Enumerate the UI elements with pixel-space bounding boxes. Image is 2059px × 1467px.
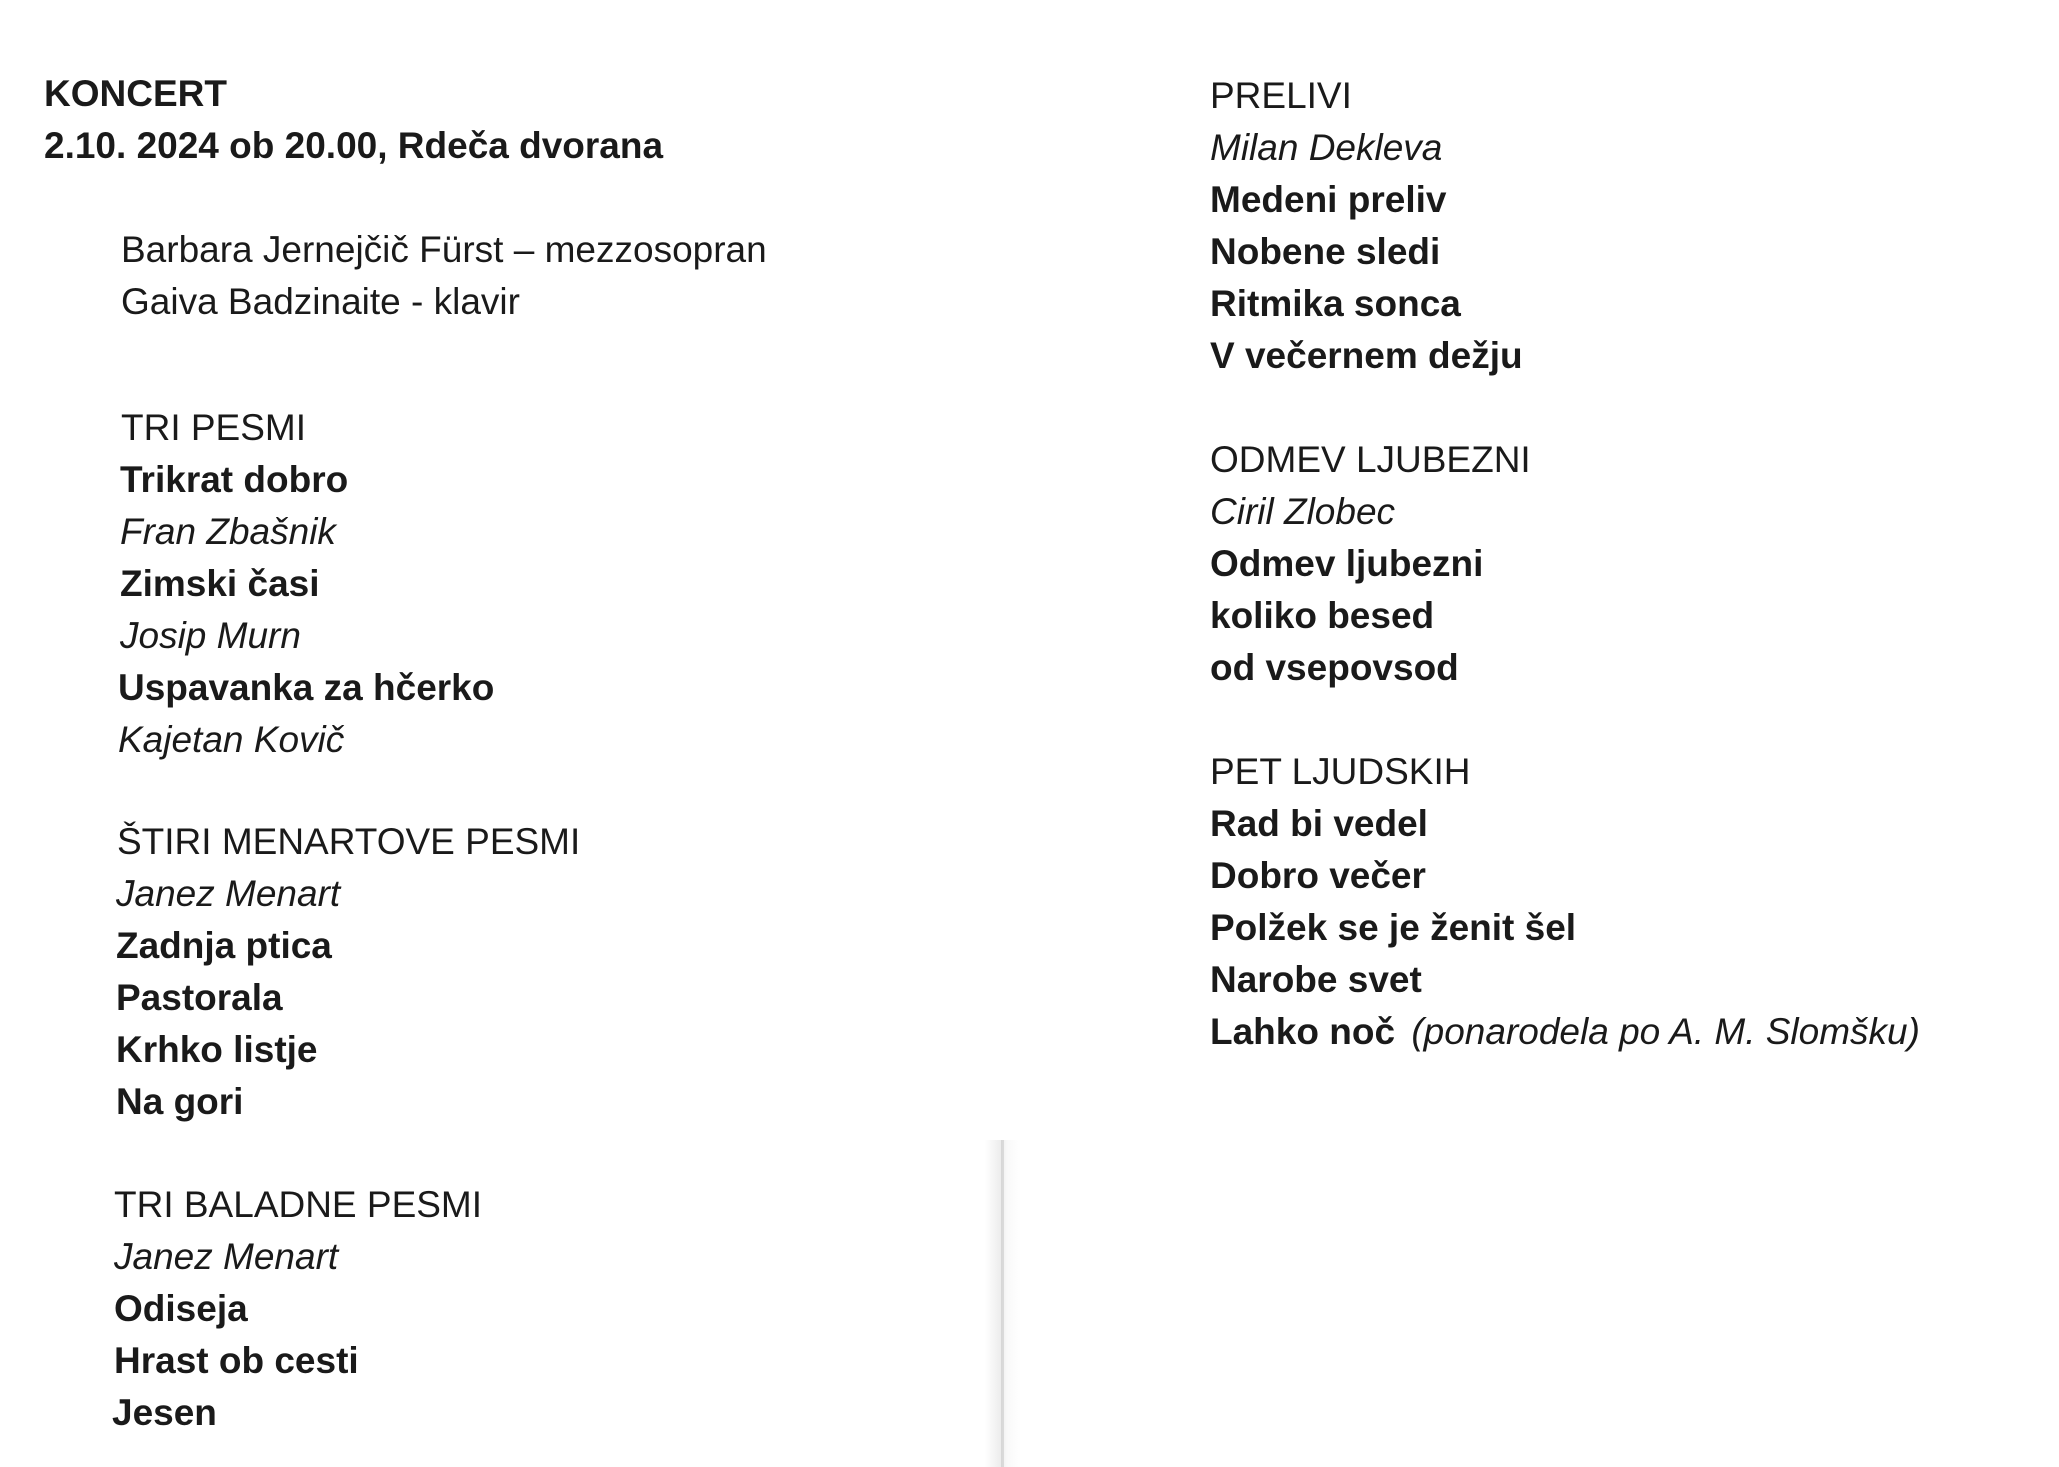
song-title: Nobene sledi <box>1210 231 1441 272</box>
poet-name: Fran Zbašnik <box>120 511 336 552</box>
poet-name: Josip Murn <box>120 615 301 656</box>
song-title: Rad bi vedel <box>1210 803 1428 844</box>
song-title: Jesen <box>112 1392 217 1433</box>
song-note: (ponarodela po A. M. Slomšku) <box>1411 1011 1920 1052</box>
song-title: Polžek se je ženit šel <box>1210 907 1577 948</box>
song-title: Krhko listje <box>116 1029 318 1070</box>
song-title: Ritmika sonca <box>1210 283 1461 324</box>
cycle-heading-prelivi: PRELIVI <box>1210 75 1352 116</box>
song-line-lahko-noc <box>1210 1010 1920 1054</box>
performer-pianist: Gaiva Badzinaite - klavir <box>121 281 520 322</box>
date-venue: 2.10. 2024 ob 20.00, Rdeča dvorana <box>44 125 664 166</box>
paper-fold-shadow <box>985 1140 1021 1467</box>
cycle-heading-tri-pesmi: TRI PESMI <box>121 407 307 448</box>
song-title: Hrast ob cesti <box>114 1340 359 1381</box>
song-title: koliko besed <box>1210 595 1435 636</box>
song-title: od vsepovsod <box>1210 647 1459 688</box>
song-title: Dobro večer <box>1210 855 1426 896</box>
song-title: Na gori <box>116 1081 244 1122</box>
song-title: Pastorala <box>116 977 283 1018</box>
song-title: Trikrat dobro <box>120 459 349 500</box>
song-title: Uspavanka za hčerko <box>118 667 495 708</box>
song-title: Odmev ljubezni <box>1210 543 1484 584</box>
poet-name: Milan Dekleva <box>1210 127 1443 168</box>
song-title: Odiseja <box>114 1288 248 1329</box>
cycle-heading-pet-ljudskih: PET LJUDSKIH <box>1210 751 1471 792</box>
performer-singer: Barbara Jernejčič Fürst – mezzosopran <box>121 229 767 270</box>
song-title: Lahko noč <box>1210 1011 1396 1052</box>
program-title: KONCERT <box>44 73 227 114</box>
song-title: Zimski časi <box>120 563 320 604</box>
poet-name: Kajetan Kovič <box>118 719 345 760</box>
song-title: Medeni preliv <box>1210 179 1447 220</box>
song-title: V večernem dežju <box>1210 335 1523 376</box>
poet-name: Janez Menart <box>114 1236 339 1277</box>
song-title: Zadnja ptica <box>116 925 332 966</box>
cycle-heading-odmev-ljubezni: ODMEV LJUBEZNI <box>1210 439 1531 480</box>
poet-name: Ciril Zlobec <box>1210 491 1396 532</box>
cycle-heading-tri-baladne: TRI BALADNE PESMI <box>114 1184 483 1225</box>
song-title: Narobe svet <box>1210 959 1422 1000</box>
poet-name: Janez Menart <box>116 873 341 914</box>
cycle-heading-stiri-menartove: ŠTIRI MENARTOVE PESMI <box>117 821 581 862</box>
